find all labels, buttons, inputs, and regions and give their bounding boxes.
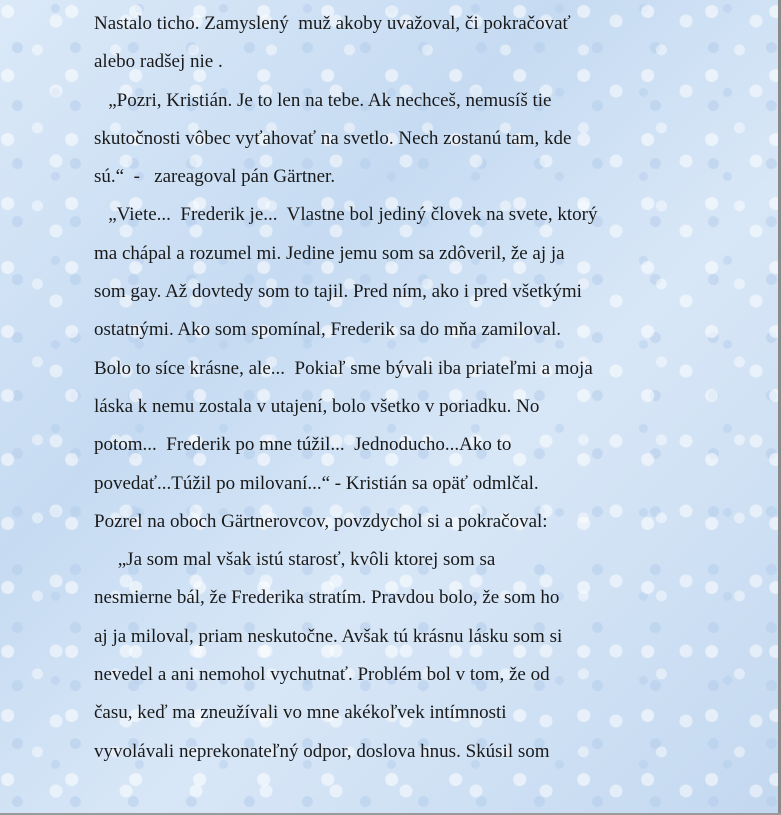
text-line: „Pozri, Kristián. Je to len na tebe. Ak nechceš, nemusíš tie <box>94 89 552 111</box>
text-line: alebo radšej nie . <box>94 51 223 73</box>
text-line: som gay. Až dovtedy som to tajil. Pred ním, ako i pred všetkými <box>94 281 582 303</box>
text-line: láska k nemu zostala v utajení, bolo všetko v poriadku. No <box>94 395 540 417</box>
text-line: potom... Frederik po mne túžil... Jednoducho...Ako to <box>94 434 512 456</box>
text-line: Nastalo ticho. Zamyslený muž akoby uvažoval, či pokračovať <box>94 13 571 34</box>
text-line: nevedel a ani nemohol vychutnať. Problém bol v tom, že od <box>94 664 550 686</box>
text-line: aj ja miloval, priam neskutočne. Avšak tú krásnu lásku som si <box>94 625 563 647</box>
text-line: sú.“ - zareagoval pán Gärtner. <box>94 166 336 188</box>
text-line: „Ja som mal však istú starosť, kvôli ktorej som sa <box>94 549 496 571</box>
text-line: „Viete... Frederik je... Vlastne bol jediný človek na svete, ktorý <box>94 204 598 226</box>
text-line: ma chápal a rozumel mi. Jedine jemu som sa zdôveril, že aj ja <box>94 242 565 264</box>
text-line: Bolo to síce krásne, ale... Pokiaľ sme bývali iba priateľmi a moja <box>94 357 593 379</box>
text-line: Pozrel na oboch Gärtnerovcov, povzdychol si a pokračoval: <box>94 510 548 532</box>
text-line: povedať...Túžil po milovaní...“ - Kristián sa opäť odmlčal. <box>94 472 539 494</box>
text-line: skutočnosti vôbec vyťahovať na svetlo. Nech zostanú tam, kde <box>94 127 572 149</box>
text-line: času, keď ma zneužívali vo mne akékoľvek intímnosti <box>94 702 507 724</box>
text-line: nesmierne bál, že Frederika stratím. Pravdou bolo, že som ho <box>94 587 560 609</box>
text-line: vyvolávali neprekonateľný odpor, doslova hnus. Skúsil som <box>94 740 550 762</box>
text-line: ostatnými. Ako som spomínal, Frederik sa do mňa zamiloval. <box>94 319 562 341</box>
document-text <box>94 5 774 771</box>
